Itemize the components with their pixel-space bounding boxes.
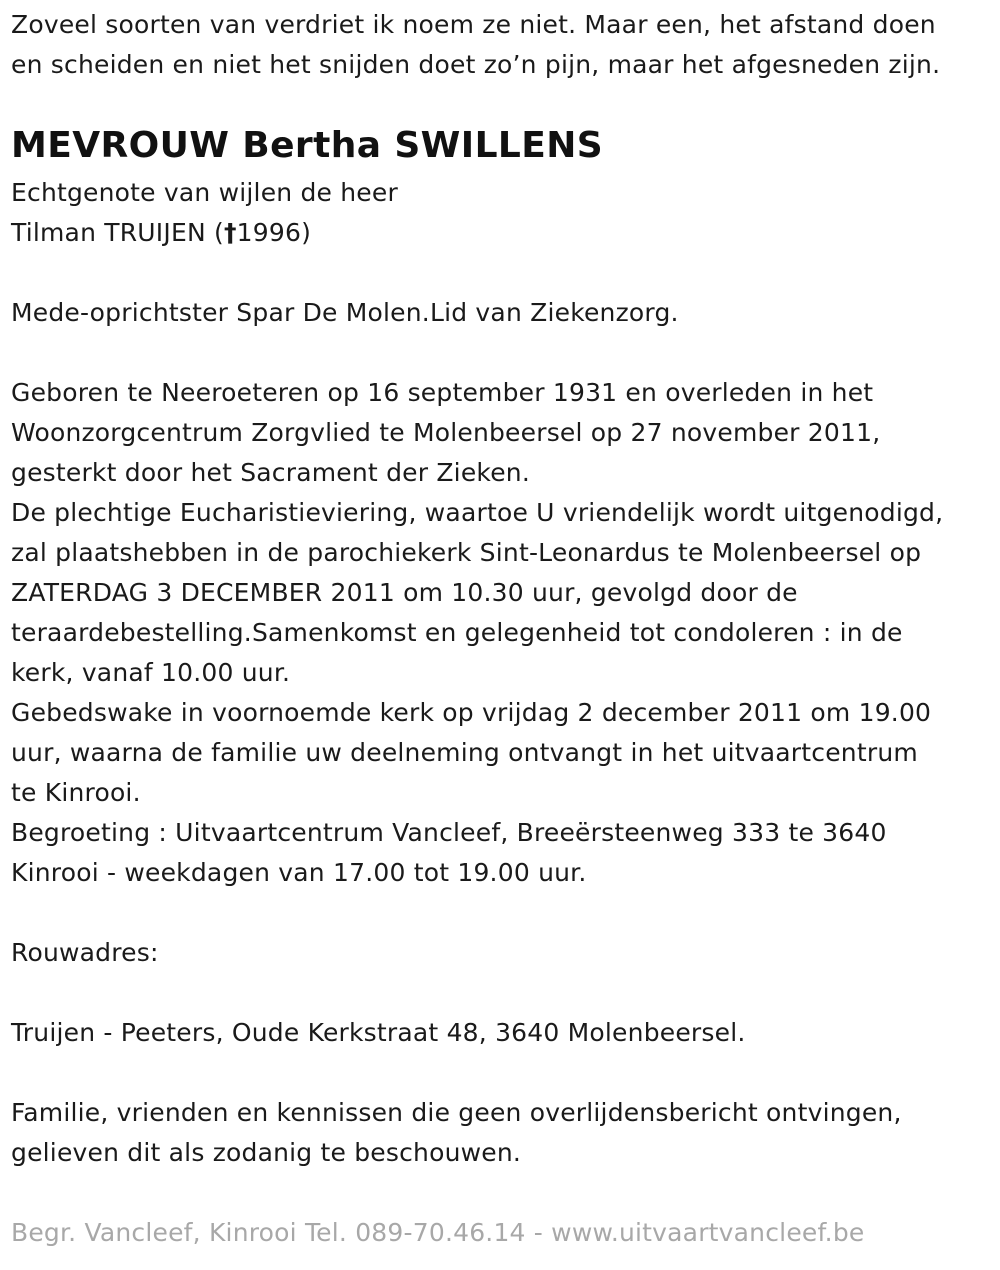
address-label-section (11, 933, 159, 973)
address-section (11, 1013, 746, 1053)
address-value: Truijen - Peeters, Oude Kerkstraat 48, 3640 Molenbeersel. (11, 1018, 746, 1047)
details-line: zal plaatshebben in de parochiekerk Sint-Leonardus te Molenbeersel op (11, 538, 922, 567)
details-line: ZATERDAG 3 DECEMBER 2011 om 10.30 uur, gevolgd door de (11, 578, 798, 607)
details-line: Begroeting : Uitvaartcentrum Vancleef, Breeërsteenweg 333 te 3640 (11, 818, 887, 847)
spouse-line-1: Echtgenote van wijlen de heer (11, 178, 398, 207)
motto-line-1: Zoveel soorten van verdriet ik noem ze niet. Maar een, het afstand doen (11, 10, 936, 39)
details-section (11, 373, 943, 893)
bio-section (11, 293, 679, 333)
deceased-name: MEVROUW Bertha SWILLENS (11, 125, 604, 166)
address-label: Rouwadres: (11, 938, 159, 967)
spouse-line-2 (11, 213, 398, 253)
closing-line-1: Familie, vrienden en kennissen die geen overlijdensbericht ontvingen, (11, 1098, 902, 1127)
details-line: teraardebestelling.Samenkomst en gelegenheid tot condoleren : in de (11, 618, 903, 647)
bio-line: Mede-oprichtster Spar De Molen.Lid van Ziekenzorg. (11, 298, 679, 327)
spouse-name: Tilman TRUIJEN ( (11, 218, 224, 247)
spouse-death-year: 1996) (236, 218, 312, 247)
details-line: Geboren te Neeroeteren op 16 september 1931 en overleden in het (11, 378, 874, 407)
details-line: De plechtige Eucharistieviering, waartoe U vriendelijk wordt uitgenodigd, (11, 498, 944, 527)
details-line: Gebedswake in voornoemde kerk op vrijdag 2 december 2011 om 19.00 (11, 698, 932, 727)
motto-line-2: en scheiden en niet het snijden doet zo’n pijn, maar het afgesneden zijn. (11, 50, 941, 79)
motto-quote (11, 5, 940, 85)
details-line: kerk, vanaf 10.00 uur. (11, 658, 291, 687)
funeral-home-footer: Begr. Vancleef, Kinrooi Tel. 089-70.46.14 - www.uitvaartvancleef.be (11, 1218, 865, 1247)
closing-line-2: gelieven dit als zodanig te beschouwen. (11, 1138, 522, 1167)
closing-section (11, 1093, 902, 1173)
details-line: Woonzorgcentrum Zorgvlied te Molenbeersel op 27 november 2011, (11, 418, 881, 447)
details-line: gesterkt door het Sacrament der Zieken. (11, 458, 530, 487)
cross-icon: † (223, 218, 237, 247)
details-line: Kinrooi - weekdagen van 17.00 tot 19.00 uur. (11, 858, 587, 887)
spouse-info (11, 173, 398, 253)
details-line: uur, waarna de familie uw deelneming ontvangt in het uitvaartcentrum (11, 738, 918, 767)
details-line: te Kinrooi. (11, 778, 141, 807)
